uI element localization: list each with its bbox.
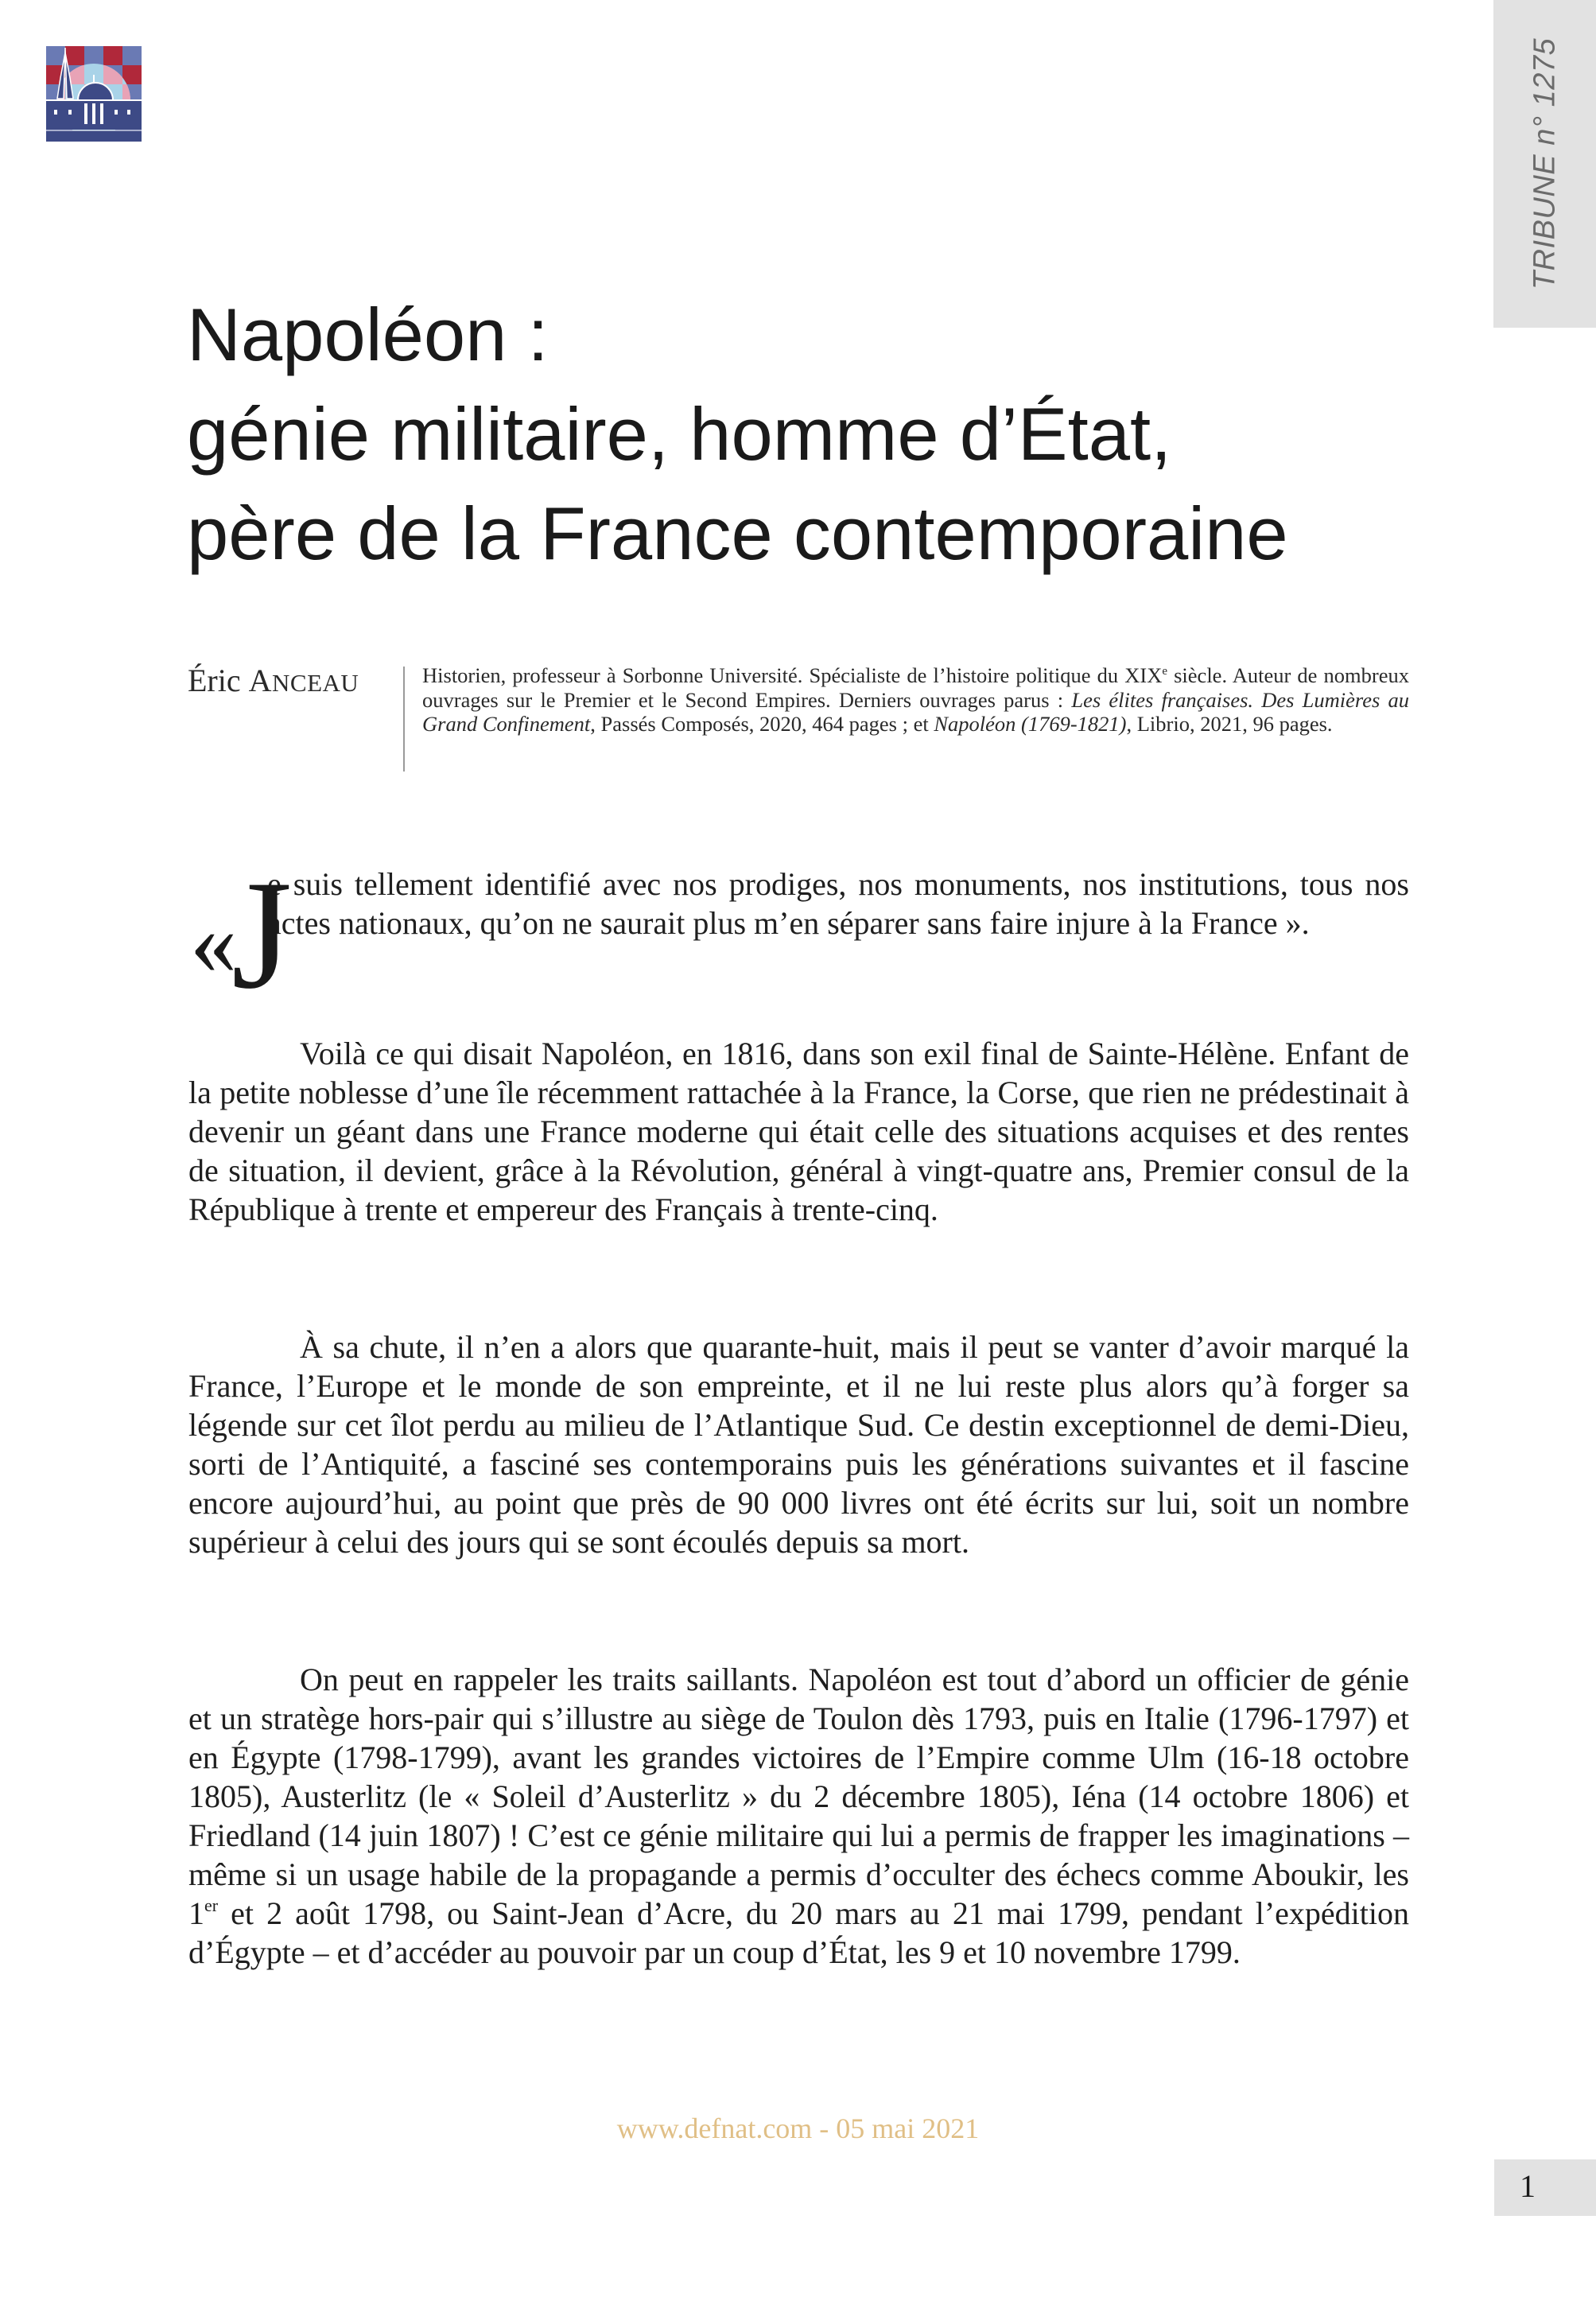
bio-text: , Passés Composés, 2020, 464 pages ; et	[590, 712, 934, 736]
body-paragraph	[188, 1660, 1409, 1972]
tribune-number-label: TRIBUNE n° 1275	[1528, 37, 1561, 290]
title-line: génie militaire, homme d’État,	[187, 392, 1172, 476]
bio-text: , Librio, 2021, 96 pages.	[1126, 712, 1333, 736]
tribune-side-tab	[1493, 0, 1596, 328]
bio-book-title: Les élites françaises. Des Lumières au Grand Confinement	[422, 687, 1409, 736]
author-last-name: ANCEAU	[248, 663, 359, 698]
drop-cap-letter: J	[231, 849, 293, 1021]
bio-book-title: Napoléon (1769-1821)	[934, 712, 1127, 736]
ordinal-superscript: er	[204, 1895, 219, 1915]
title-line: père de la France contemporaine	[187, 492, 1288, 575]
footer-site-date: www.defnat.com - 05 mai 2021	[616, 2112, 980, 2144]
author-bio	[422, 663, 1409, 737]
bio-text: Historien, professeur à Sorbonne Université. Spécialiste de l’histoire politique du XIX	[422, 663, 1163, 687]
body-paragraph	[188, 1034, 1409, 1229]
author-name	[188, 662, 359, 699]
bio-text: siècle. Auteur de nombreux ouvrages sur le Premier et le Second Empires. Derniers ouvrages parus :	[422, 663, 1409, 712]
paragraph-text: À sa chute, il n’en a alors que quarante-huit, mais il peut se vanter d’avoir marqué la France, l’Europe et le monde de son empreinte, et il ne lui reste plus alors qu’à forger sa légende sur cet îlot perdu au milieu de l’Atlantique Sud. Ce destin exceptionnel de demi-Dieu, sorti de l’Antiquité, a fasciné ses contemporains puis les générations suivantes et il fascine encore aujourd’hui, au point que près de 90 000 livres ont été écrits sur lui, soit un nombre supérieur à celui des jours qui se sont écoulés depuis sa mort.	[188, 1329, 1409, 1560]
paragraph-text-part: On peut en rappeler les traits saillants. Napoléon est tout d’abord un officier de génie et un stratège hors-pair qui s’illustre au siège de Toulon dès 1793, puis en Italie (1796-1797) et en Égypte (1798-1799), avant les grandes victoires de l’Empire comme Ulm (16-18 octobre 1805), Austerlitz (le « Soleil d’Austerlitz » du 2 décembre 1805), Iéna (14 octobre 1806) et Friedland (14 juin 1807) ! C’est ce génie militaire qui lui a permis de frapper les imaginations – même si un usage habile de la propagande a permis d’occulter des échecs comme Aboukir, les 1	[188, 1662, 1409, 1931]
title-line: Napoléon :	[187, 293, 549, 376]
paragraph-text-part: et 2 août 1798, ou Saint-Jean d’Acre, du 20 mars au 21 mai 1799, pendant l’expédition d’Égypte – et d’accéder au pouvoir par un coup d’État, les 9 et 10 novembre 1799.	[188, 1895, 1409, 1970]
body-paragraph	[188, 1327, 1409, 1561]
article-title	[187, 285, 1380, 583]
paragraph-text: Voilà ce qui disait Napoléon, en 1816, dans son exil final de Sainte-Hélène. Enfant de la petite noblesse d’une île récemment rattachée à la France, la Corse, que rien ne prédestinait à devenir un géant dans une France moderne qui était celle des situations acquises et des rentes de situation, il devient, grâce à la Révolution, général à vingt-quatre ans, Premier consul de la République à trente et empereur des Français à trente-cinq.	[188, 1036, 1409, 1227]
author-bio-divider	[403, 667, 405, 772]
page-number-box	[1494, 2159, 1596, 2216]
open-guillemet: «	[190, 890, 237, 994]
paragraph-text	[188, 1660, 1409, 1972]
drop-cap	[188, 849, 293, 1021]
quote-text: e suis tellement identifié avec nos prodiges, nos monuments, nos institutions, tous nos actes nationaux, qu’on ne saurait plus m’en séparer sans faire injure à la France ».	[267, 866, 1409, 941]
author-first-name: Éric	[188, 663, 241, 698]
publication-logo	[46, 46, 142, 142]
logo-graphic-icon	[46, 46, 142, 142]
page-number: 1	[1520, 2168, 1536, 2204]
opening-quote	[188, 849, 1409, 1021]
bio-superscript: e	[1162, 665, 1168, 678]
